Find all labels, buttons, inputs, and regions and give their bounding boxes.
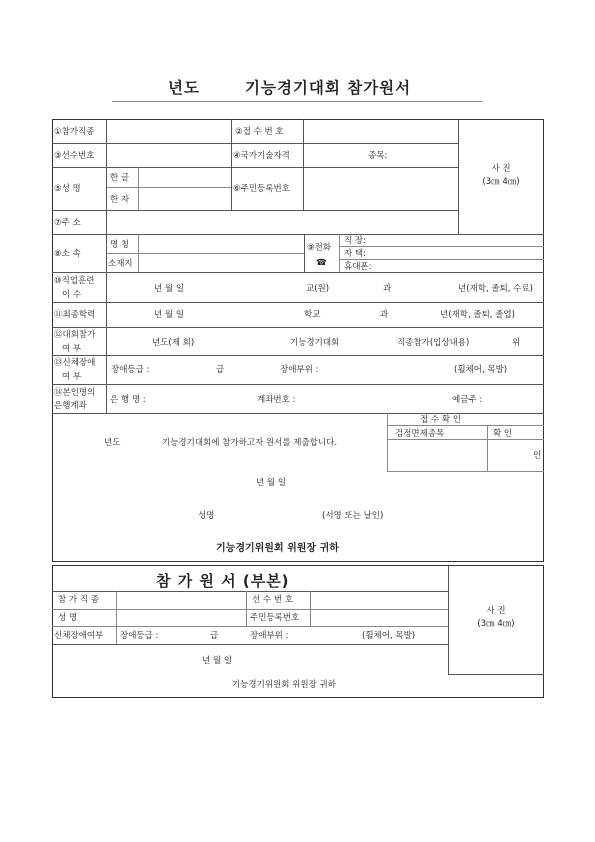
confirm-exempt: 검정면제종목: [395, 429, 445, 439]
col-line: [387, 413, 388, 471]
copy-row-line: [52, 626, 448, 627]
copy-addressee: 기능경기위원회 위원장 귀하: [232, 680, 336, 690]
photo-size: (3㎝ 4㎝): [482, 177, 520, 187]
contest-year: 년도(제 회): [152, 338, 195, 348]
player-no-field[interactable]: [108, 146, 228, 164]
title-year: 년도: [168, 79, 200, 97]
copy-disability-grade-unit: 급: [210, 631, 219, 641]
pledge-date: 년 월 일: [256, 478, 287, 488]
account-no: 계좌번호 :: [257, 395, 296, 405]
edu-course: 과: [380, 310, 389, 320]
row-line: [52, 384, 544, 385]
signature-note: (서명 또는 날인): [322, 511, 384, 521]
event-field[interactable]: [108, 122, 228, 140]
label-training-2: 이 수: [62, 290, 82, 300]
copy-row-line: [52, 644, 448, 645]
copy-event-field[interactable]: [118, 593, 244, 607]
label-disability-2: 여 부: [62, 372, 82, 382]
label-name: ⑤성 명: [54, 184, 81, 194]
copy-date: 년 월 일: [202, 656, 233, 666]
row-line: [52, 355, 544, 356]
address-field[interactable]: [108, 213, 456, 232]
copy-name-field[interactable]: [118, 611, 244, 624]
resident-no-field[interactable]: [306, 170, 456, 208]
label-aff-name: 명 칭: [110, 240, 130, 250]
copy-label-event: 참 가 직 종: [58, 595, 99, 605]
copy-photo-label: 사 진: [486, 606, 506, 616]
phone-icon: ☎: [316, 258, 327, 268]
label-cert-type: 종목:: [368, 151, 388, 161]
label-bank-1: ⑭본인명의: [54, 388, 96, 398]
row-line: [106, 253, 304, 254]
training-school: 교(원): [306, 284, 330, 294]
col-line: [339, 234, 340, 272]
label-phone-home: 자 택:: [344, 249, 366, 259]
copy-player-no-field[interactable]: [312, 593, 446, 607]
row-line: [52, 167, 458, 168]
copy-disability-aid: (휠체어, 목발): [362, 631, 416, 641]
photo-label: 사 진: [491, 164, 511, 174]
copy-col-line: [448, 565, 449, 674]
row-line: [52, 272, 544, 273]
col-line: [231, 119, 232, 210]
copy-row-line: [52, 591, 448, 592]
label-affiliation: ⑧소 속: [54, 249, 81, 259]
contest-event: 직종참가(입상내용): [397, 338, 470, 348]
label-national-cert: ④국가기술자격: [233, 151, 290, 161]
confirm-title: 접 수 확 인: [420, 415, 461, 425]
confirm-line: [387, 439, 544, 440]
row-line: [52, 413, 544, 414]
addressee: 기능경기위원회 위원장 귀하: [216, 543, 339, 554]
copy-label-resident-no: 주민등록번호: [250, 613, 300, 623]
copy-col-line: [310, 591, 311, 626]
label-hanja: 한 자: [110, 195, 130, 205]
edu-school: 학교: [304, 310, 321, 320]
confirm-line: [387, 471, 544, 472]
confirm-line: [387, 425, 544, 426]
photo-box: [462, 163, 540, 189]
label-education: ⑪최종학력: [54, 310, 96, 320]
label-bank-2: 은행계좌: [54, 401, 87, 411]
label-contest-2: 여 부: [62, 344, 82, 354]
label-event: ①참가직종: [54, 127, 95, 137]
label-receipt-no: ②접 수 번 호: [235, 127, 284, 137]
training-course: 과: [383, 284, 392, 294]
label-hangul: 한 글: [110, 173, 130, 183]
row-line: [52, 327, 544, 328]
copy-label-name: 성 명: [58, 613, 78, 623]
row-line: [52, 143, 458, 144]
label-player-no: ③선수번호: [54, 151, 95, 161]
label-disability-1: ⑬신체장애: [54, 358, 96, 368]
copy-disability-grade: 장애등급 :: [120, 631, 159, 641]
copy-photo-box: [452, 605, 540, 631]
copy-label-player-no: 선 수 번 호: [252, 595, 293, 605]
disability-grade: 장애등급 :: [111, 365, 150, 375]
row-line: [52, 210, 458, 211]
signature-field[interactable]: [228, 506, 318, 524]
name-hanja-field[interactable]: [140, 189, 229, 208]
aff-name-field[interactable]: [140, 236, 302, 252]
depositor: 예금주 :: [452, 395, 483, 405]
aff-loc-field[interactable]: [140, 255, 302, 271]
col-line: [138, 234, 139, 272]
label-phone-mobile: 휴대폰:: [344, 262, 372, 272]
training-year: 년(재학, 졸퇴, 수료): [458, 284, 533, 294]
copy-row-line: [52, 609, 448, 610]
disability-grade-unit: 급: [216, 365, 225, 375]
row-line: [52, 302, 544, 303]
confirm-officer: 확 인: [493, 429, 513, 439]
copy-disability-part: 장애부위 :: [250, 631, 289, 641]
copy-row-line: [448, 674, 544, 675]
receipt-no-field[interactable]: [306, 122, 456, 140]
copy-label-disability: 신체장애여부: [54, 631, 104, 641]
col-line: [106, 119, 107, 414]
page-title: 기능경기대회 참가원서: [245, 79, 412, 97]
row-line: [339, 259, 544, 260]
training-date: 년 월 일: [154, 284, 185, 294]
copy-title: 참 가 원 서 (부본): [156, 572, 290, 590]
label-address: ⑦주 소: [54, 218, 81, 228]
contest-name: 기능경기대회: [290, 338, 340, 348]
row-line: [52, 234, 544, 235]
row-line: [339, 246, 544, 247]
bank-name: 은 행 명 :: [110, 395, 146, 405]
confirm-seal: 인: [533, 451, 542, 461]
copy-col-line: [246, 591, 247, 626]
col-line: [303, 119, 304, 210]
title-underline: [112, 101, 482, 102]
label-contest-1: ⑫대회참가: [54, 330, 96, 340]
name-hangul-field[interactable]: [140, 169, 229, 185]
label-training-1: ⑩직업훈련: [54, 276, 95, 286]
copy-col-line: [116, 591, 117, 644]
edu-date: 년 월 일: [154, 310, 185, 320]
col-line: [458, 119, 459, 234]
pledge-year: 년도: [104, 438, 121, 448]
label-aff-loc: 소재지: [108, 259, 133, 269]
col-line: [304, 234, 305, 272]
disability-part: 장애부위 :: [280, 365, 319, 375]
copy-photo-size: (3㎝ 4㎝): [477, 619, 515, 629]
col-line: [487, 425, 488, 471]
edu-year: 년(재학, 졸퇴, 졸업): [440, 310, 515, 320]
row-line: [106, 187, 231, 188]
label-phone-work: 직 장:: [344, 236, 366, 246]
contest-rank: 위: [512, 338, 521, 348]
col-line: [138, 167, 139, 210]
label-phone: ⑨전화: [307, 243, 332, 253]
label-resident-no: ⑥주민등록번호: [233, 184, 290, 194]
pledge-text: 기능경기대회에 참가하고자 원서를 제출합니다.: [162, 438, 338, 448]
disability-aid: (휠체어, 목발): [454, 365, 508, 375]
signature-label: 성명: [198, 511, 215, 521]
copy-resident-no-field[interactable]: [312, 611, 446, 624]
